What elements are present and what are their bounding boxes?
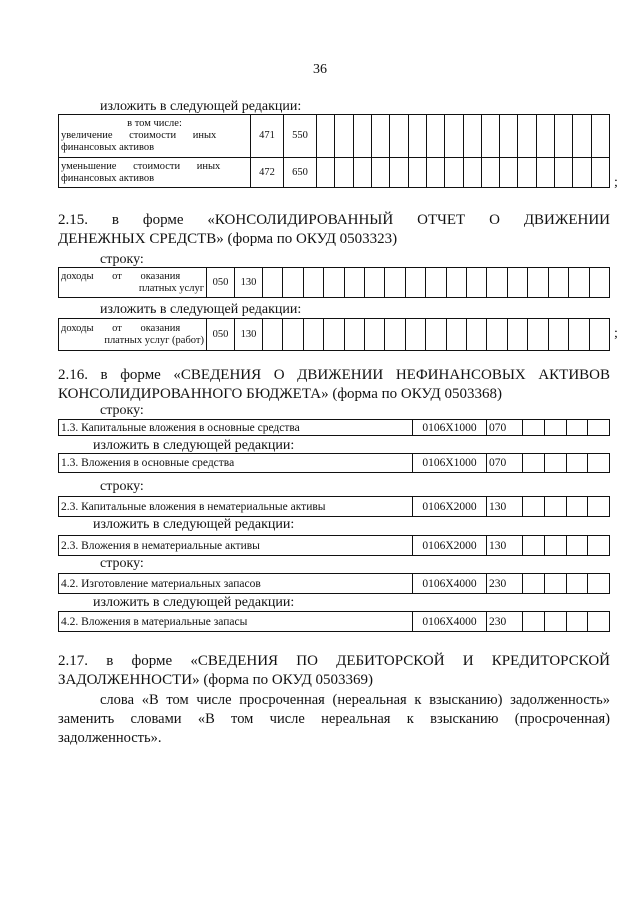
row-name: 4.2. Вложения в материальные запасы <box>59 612 413 632</box>
row-name-text: увеличение стоимости иных <box>61 130 217 141</box>
code-cell: 471 <box>251 115 284 158</box>
code-cell: 0106X2000 <box>413 536 487 556</box>
row-word: строку: <box>100 252 144 267</box>
table-row <box>59 158 610 188</box>
row-name-line: уменьшение стоимости иных <box>61 160 221 172</box>
nonfinancial-row-table <box>58 419 610 436</box>
code-cell: 650 <box>284 158 317 188</box>
paragraph-line: заменить словами «В том числе нереальная к взысканию (просроченная) <box>58 711 610 727</box>
code-cell: 050 <box>207 319 235 351</box>
row-name <box>59 115 251 158</box>
table-row <box>59 574 610 594</box>
line-code-cell: 070 <box>487 420 523 436</box>
table-row <box>59 420 610 436</box>
paragraph-line: слова «В том числе просроченная (нереальная к взысканию) задолженность» <box>100 692 610 708</box>
row-word: строку: <box>100 403 144 418</box>
financial-assets-table <box>58 114 610 188</box>
nonfinancial-row-table <box>58 573 610 594</box>
semicolon: ; <box>614 175 618 190</box>
code-cell: 0106X1000 <box>413 420 487 436</box>
table-row <box>59 536 610 556</box>
section-heading-2-16 <box>58 366 610 404</box>
cash-flow-table-old <box>58 267 610 298</box>
section-heading-2-17 <box>58 652 610 690</box>
paragraph-line: задолженность». <box>58 730 162 746</box>
code-cell: 0106X2000 <box>413 497 487 517</box>
code-cell: 0106X4000 <box>413 574 487 594</box>
heading-line: 2.15. в форме «КОНСОЛИДИРОВАННЫЙ ОТЧЕТ О ДВИЖЕНИИ <box>58 212 610 228</box>
row-name-line: финансовых активов <box>61 172 155 184</box>
code-cell: 050 <box>207 268 235 298</box>
line-code-cell: 230 <box>487 612 523 632</box>
cash-flow-table-new <box>58 318 610 351</box>
heading-line: ДЕНЕЖНЫХ СРЕДСТВ» (форма по ОКУД 0503323) <box>58 231 398 247</box>
table-row <box>59 115 610 158</box>
nonfinancial-row-table <box>58 496 610 517</box>
replace-instruction: изложить в следующей редакции: <box>100 302 302 317</box>
row-name: 1.3. Капитальные вложения в основные средства <box>59 420 413 436</box>
row-name: 2.3. Капитальные вложения в нематериальные активы <box>59 497 413 517</box>
row-name-line: платных услуг <box>138 282 204 294</box>
replace-instruction: изложить в следующей редакции: <box>93 595 295 610</box>
line-code-cell: 070 <box>487 454 523 473</box>
heading-line: 2.16. в форме «СВЕДЕНИЯ О ДВИЖЕНИИ НЕФИНАНСОВЫХ АКТИВОВ <box>58 367 610 383</box>
row-name-line <box>61 130 248 142</box>
replacement-paragraph <box>58 691 610 748</box>
row-name: 1.3. Вложения в основные средства <box>59 454 413 473</box>
row-name-line: доходы от оказания <box>61 270 181 282</box>
heading-line: КОНСОЛИДИРОВАННОГО БЮДЖЕТА» (форма по ОКУД 0503368) <box>58 386 503 402</box>
replace-instruction: изложить в следующей редакции: <box>100 99 302 114</box>
heading-line: ЗАДОЛЖЕННОСТИ» (форма по ОКУД 0503369) <box>58 672 374 688</box>
row-name-line: платных услуг (работ) <box>104 334 204 346</box>
row-name <box>59 268 207 298</box>
table-row <box>59 612 610 632</box>
table-row <box>59 268 610 298</box>
table-row <box>59 454 610 473</box>
code-cell: 130 <box>235 319 263 351</box>
nonfinancial-row-table <box>58 611 610 632</box>
replace-instruction: изложить в следующей редакции: <box>93 438 295 453</box>
heading-line: 2.17. в форме «СВЕДЕНИЯ ПО ДЕБИТОРСКОЙ И КРЕДИТОРСКОЙ <box>58 653 610 669</box>
line-code-cell: 130 <box>487 536 523 556</box>
line-code-cell: 130 <box>487 497 523 517</box>
row-word: строку: <box>100 556 144 571</box>
code-cell: 0106X4000 <box>413 612 487 632</box>
replace-instruction: изложить в следующей редакции: <box>93 517 295 532</box>
code-cell: 0106X1000 <box>413 454 487 473</box>
code-cell: 550 <box>284 115 317 158</box>
row-name <box>59 319 207 351</box>
row-name: 4.2. Изготовление материальных запасов <box>59 574 413 594</box>
row-name <box>59 158 251 188</box>
row-name-line: в том числе: <box>127 118 182 129</box>
page-number: 36 <box>313 62 327 77</box>
row-name-line: доходы от оказания <box>61 322 181 334</box>
nonfinancial-row-table <box>58 535 610 556</box>
row-word: строку: <box>100 479 144 494</box>
table-row <box>59 319 610 351</box>
row-name: 2.3. Вложения в нематериальные активы <box>59 536 413 556</box>
table-row <box>59 497 610 517</box>
semicolon: ; <box>614 326 618 341</box>
code-cell: 130 <box>235 268 263 298</box>
row-name-line: финансовых активов <box>61 142 155 153</box>
line-code-cell: 230 <box>487 574 523 594</box>
nonfinancial-row-table <box>58 453 610 473</box>
code-cell: 472 <box>251 158 284 188</box>
section-heading-2-15 <box>58 211 610 249</box>
